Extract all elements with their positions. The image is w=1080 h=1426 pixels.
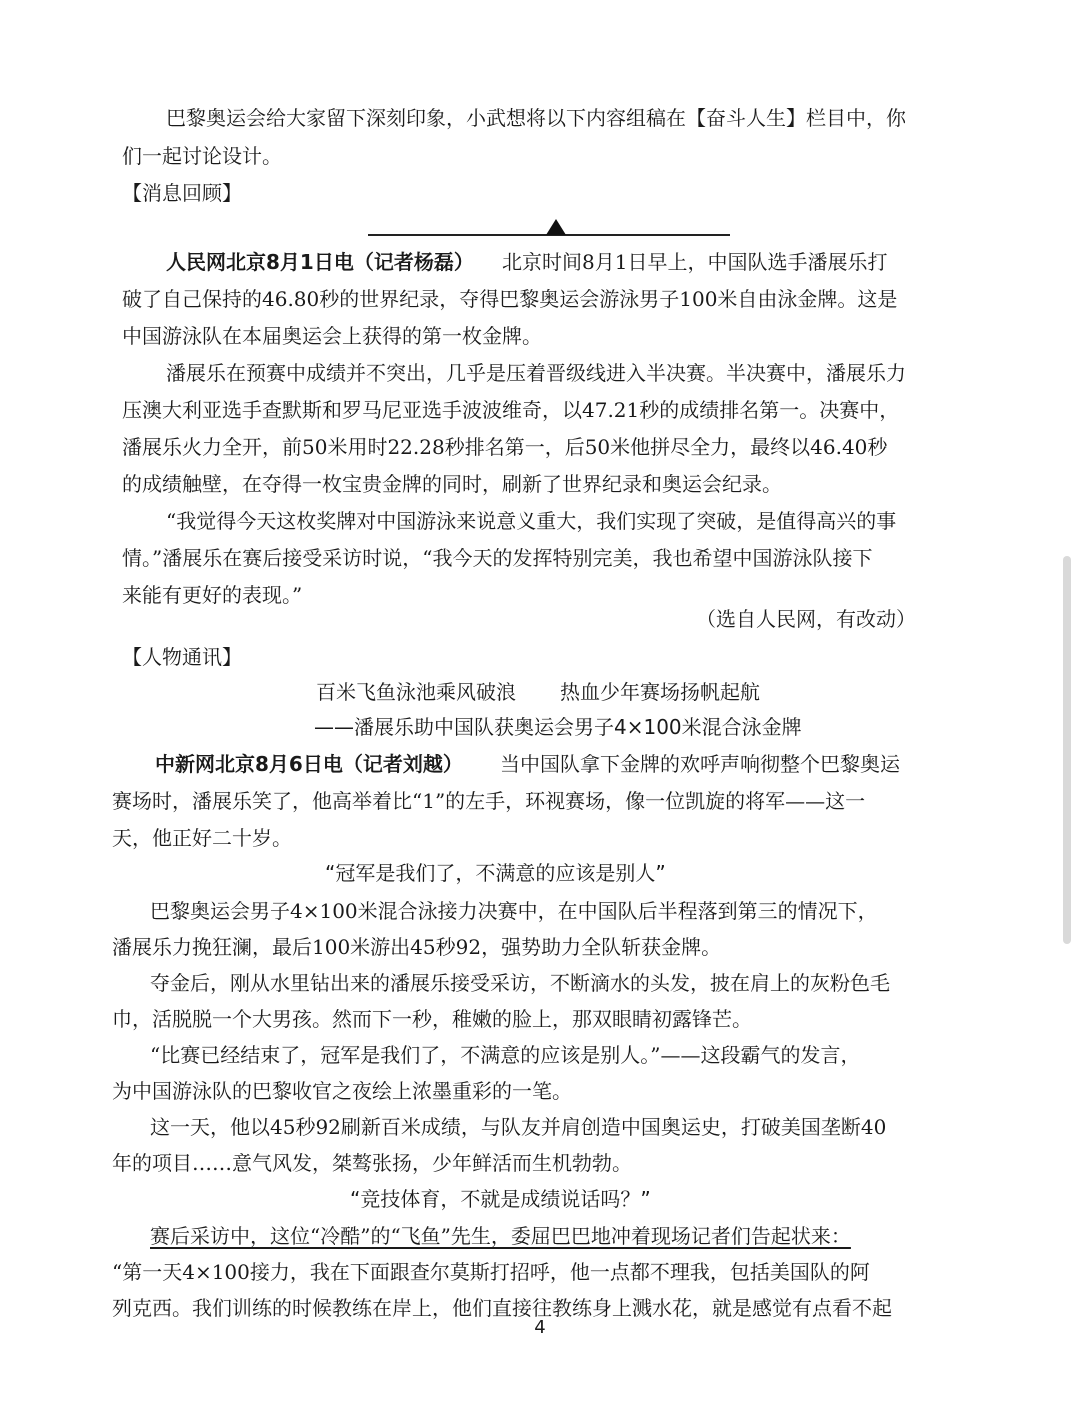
profile-subtitle-1: “冠军是我们了，不满意的应该是别人”: [325, 861, 666, 885]
profile-subtitle-2: “竞技体育，不就是成绩说话吗？”: [350, 1187, 651, 1211]
news-text-line: 的成绩触壁，在夺得一枚宝贵金牌的同时，刷新了世界纪录和奥运会纪录。: [122, 472, 782, 496]
profile-text-line: 当中国队拿下金牌的欢呼声响彻整个巴黎奥运: [500, 752, 900, 776]
profile-text-line: “第一天4×100接力，我在下面跟查尔莫斯打招呼，他一点都不理我，包括美国队的阿: [112, 1260, 870, 1284]
news-text-line: 北京时间8月1日早上，中国队选手潘展乐打: [502, 250, 888, 274]
profile-text-line: 赛场时，潘展乐笑了，他高举着比“1”的左手，环视赛场，像一位凯旋的将军——这一: [112, 789, 866, 813]
section-label-profile: 【人物通讯】: [122, 645, 242, 669]
profile-text-line: “比赛已经结束了，冠军是我们了，不满意的应该是别人。”——这段霸气的发言，: [150, 1043, 861, 1067]
profile-dateline: 中新网北京8月6日电（记者刘越）: [155, 752, 463, 776]
profile-text-line: 年的项目……意气风发，桀骜张扬，少年鲜活而生机勃勃。: [112, 1151, 632, 1175]
intro-line: 巴黎奥运会给大家留下深刻印象，小武想将以下内容组稿在【奋斗人生】栏目中，你: [166, 106, 906, 130]
underlined-sentence: 赛后采访中，这位“冷酷”的“飞鱼”先生，委屈巴巴地冲着现场记者们告起状来：: [150, 1224, 851, 1248]
news-text-line: 来能有更好的表现。”: [122, 583, 303, 607]
profile-text-line: 夺金后，刚从水里钻出来的潘展乐接受采访，不断滴水的头发，披在肩上的灰粉色毛: [150, 971, 890, 995]
news-source: （选自人民网，有改动）: [696, 607, 916, 631]
profile-text-line: 天，他正好二十岁。: [112, 826, 292, 850]
intro-line: 们一起讨论设计。: [122, 144, 282, 168]
news-text-line: 潘展乐火力全开，前50米用时22.28秒排名第一，后50米他拼尽全力，最终以46.40秒: [122, 435, 888, 459]
news-text-line: 潘展乐在预赛中成绩并不突出，几乎是压着晋级线进入半决赛。半决赛中，潘展乐力: [166, 361, 906, 385]
profile-text-line: 列克西。我们训练的时候教练在岸上，他们直接往教练身上溅水花，就是感觉有点看不起: [112, 1296, 892, 1320]
subheadline: ——潘展乐助中国队获奥运会男子4×100米混合泳金牌: [314, 715, 802, 739]
headline-part-a: 百米飞鱼泳池乘风破浪: [316, 680, 516, 704]
news-text-line: 情。”潘展乐在赛后接受采访时说，“我今天的发挥特别完美，我也希望中国游泳队接下: [122, 546, 873, 570]
profile-text-line: 巴黎奥运会男子4×100米混合泳接力决赛中，在中国队后半程落到第三的情况下，: [150, 899, 878, 923]
headline-part-b: 热血少年赛场扬帆起航: [560, 680, 760, 704]
news-text-line: 中国游泳队在本届奥运会上获得的第一枚金牌。: [122, 324, 542, 348]
profile-text-line: 这一天，他以45秒92刷新百米成绩，与队友并肩创造中国奥运史，打破美国垄断40: [150, 1115, 887, 1139]
news-text-line: 破了自己保持的46.80秒的世界纪录，夺得巴黎奥运会游泳男子100米自由泳金牌。这是: [122, 287, 898, 311]
page-number: 4: [534, 1317, 546, 1338]
triangle-marker-icon: [546, 219, 566, 235]
profile-text-line: 巾，活脱脱一个大男孩。然而下一秒，稚嫩的脸上，那双眼睛初露锋芒。: [112, 1007, 752, 1031]
news-text-line: 压澳大利亚选手查默斯和罗马尼亚选手波波维奇，以47.21秒的成绩排名第一。决赛中，: [122, 398, 900, 422]
news-text-line: “我觉得今天这枚奖牌对中国游泳来说意义重大，我们实现了突破，是值得高兴的事: [166, 509, 897, 533]
news-dateline: 人民网北京8月1日电（记者杨磊）: [166, 250, 474, 274]
profile-text-line: 为中国游泳队的巴黎收官之夜绘上浓墨重彩的一笔。: [112, 1079, 572, 1103]
scrollbar-thumb[interactable]: [1063, 556, 1071, 944]
section-label-news-review: 【消息回顾】: [122, 181, 242, 205]
profile-text-line: 潘展乐力挽狂澜，最后100米游出45秒92，强势助力全队斩获金牌。: [112, 935, 722, 959]
